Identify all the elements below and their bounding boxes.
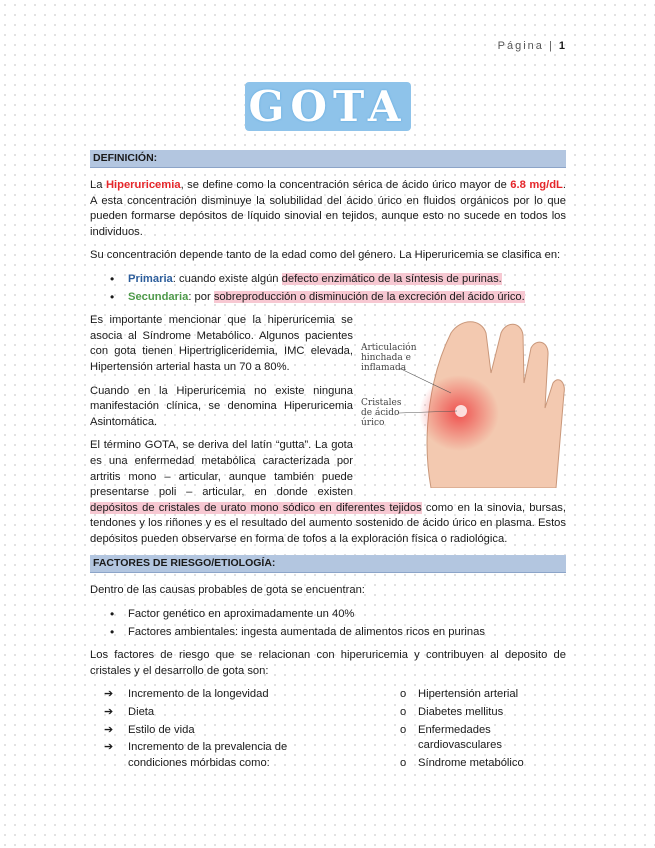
list-item: ➔ Incremento de la prevalencia de condiciones mórbidas como:: [90, 740, 390, 771]
list-item: o Diabetes mellitus: [390, 705, 566, 721]
list-item: o Hipertensión arterial: [390, 687, 566, 703]
metabolic-paragraph: Es importante mencionar que la hiperuricemia se asocia al Síndrome Metabólico. Algunos pacientes con gota tienen Hipertrigliceridemia, IMC elevada, Hipertensión arterial hasta un 70 a 80%.: [90, 314, 353, 373]
definition-paragraph: [90, 178, 566, 240]
text: : por: [188, 290, 214, 303]
list-item: o Síndrome metabólico: [390, 756, 566, 772]
list-item: ➔ Incremento de la longevidad: [90, 687, 390, 703]
text: . A esta concentración disminuye la solubilidad del ácido úrico en fluidos orgánicos por lo que pueden formarse depósitos de líquido sinovial en tejidos, aunque esto no sucede en todos los individuos.: [90, 179, 566, 238]
list-item: o Enfermedades cardiovasculares: [390, 723, 518, 754]
highlight: defecto enzimático de la síntesis de purinas.: [281, 272, 502, 285]
image-label-cristales: Cristales de ácido úrico: [361, 398, 402, 429]
list-item: ➔ Estilo de vida: [90, 723, 390, 739]
highlight: sobreproducción o disminución de la excreción del ácido úrico.: [213, 290, 525, 303]
risk-intro: Los factores de riesgo que se relacionan con hiperuricemia y contribuyen al deposito de cristales y el desarrollo de gota son:: [90, 649, 566, 677]
list-item-primaria: [90, 272, 566, 288]
risk-left-column: [90, 687, 390, 773]
term-hiperuricemia: Hiperuricemia: [105, 179, 181, 191]
risk-right-column: [390, 687, 566, 773]
asymptomatic-paragraph: Cuando en la Hiperuricemia no existe ninguna manifestación clínica, se denomina Hiperuricemia Asintomática.: [90, 384, 353, 428]
risk-factors-columns: [90, 687, 566, 773]
list-item-secundaria: [90, 290, 566, 306]
main-content: [90, 150, 566, 773]
classification-list: [90, 272, 566, 305]
section-heading-definicion: DEFINICIÓN:: [90, 150, 566, 168]
causes-intro: Dentro de las causas probables de gota se encuentran:: [90, 584, 365, 597]
threshold-value: 6.8 mg/dL: [510, 179, 563, 191]
label-secundaria: Secundaria: [128, 290, 189, 303]
classification-intro: Su concentración depende tanto de la edad como del género. La Hiperuricemia se clasifica en:: [90, 249, 561, 262]
section-heading-factores: FACTORES DE RIESGO/ETIOLOGÍA:: [90, 555, 566, 573]
gout-foot-illustration: [361, 313, 566, 488]
label-primaria: Primaria: [128, 272, 173, 285]
document-title: [0, 82, 655, 131]
causes-list: [90, 607, 566, 640]
text: El término GOTA, se deriva del latín “gutta”. La gota es una enfermedad metabólica caracterizada por artritis mono – articular, aunque también puede presentarse poli – articular, en donde existen: [90, 439, 353, 499]
list-item: ➔ Dieta: [90, 705, 390, 721]
text: La: [90, 179, 106, 191]
text: , se define como la concentración sérica de ácido úrico mayor de: [180, 179, 511, 191]
list-item: • Factores ambientales: ingesta aumentada de alimentos ricos en purinas: [90, 625, 566, 641]
list-item: • Factor genético en aproximadamente un 40%: [90, 607, 566, 623]
title-text: GOTA: [245, 82, 411, 131]
image-label-articulacion: Articulación hinchada e inflamada: [361, 343, 417, 374]
page-number-value: 1: [558, 40, 565, 52]
page-number: [498, 40, 565, 52]
text: : cuando existe algún: [172, 272, 282, 285]
highlight: depósitos de cristales de urato mono sódico en diferentes tejidos: [90, 501, 422, 514]
page-label: Página |: [497, 40, 554, 52]
text: como en la sinovia, bursas, tendones y los riñones y es el resultado del aumento sostenido de ácido úrico en plasma. Estos depósitos pueden observarse en forma de tofos a la exploración física o radiológica.: [90, 501, 566, 545]
